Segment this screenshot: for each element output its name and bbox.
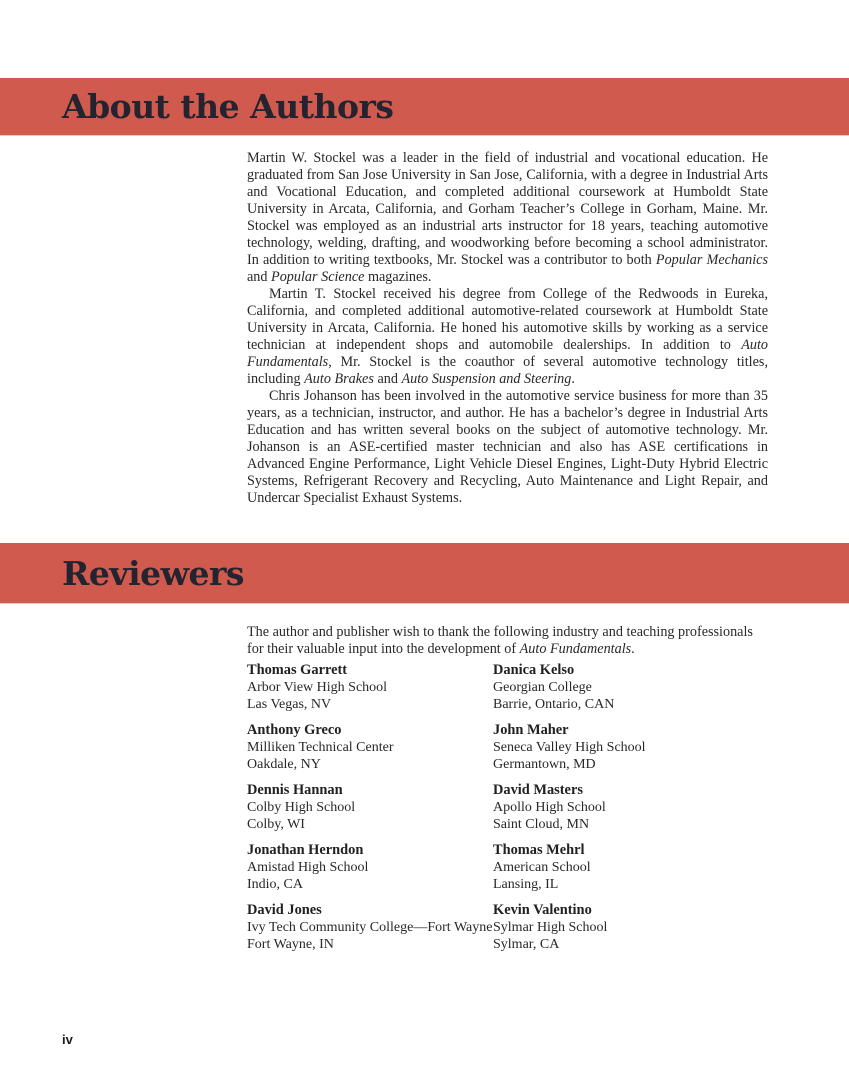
reviewer-location: Saint Cloud, MN xyxy=(493,817,590,832)
reviewer-organization: Colby High School xyxy=(247,800,356,815)
reviewer-organization: Georgian College xyxy=(493,680,592,695)
reviewers-column-right xyxy=(493,662,773,962)
text-segment: , Mr. Stockel is the coauthor of several automotive technology titles, including xyxy=(247,354,768,387)
reviewer-entry xyxy=(493,722,773,773)
author-paragraph-martin-w-stockel xyxy=(247,150,768,286)
text-segment: . xyxy=(631,641,635,657)
reviewer-location: Indio, CA xyxy=(247,877,303,892)
text-segment: Martin W. Stockel was a leader in the field of industrial and vocational education. He graduated from San Jose University in San Jose, California, with a degree in Industrial Arts and Vocational Education, and completed additional coursework at Humboldt State University in Arcata, California, and Gorham Teacher’s College in Gorham, Maine. Mr. Stockel was employed as an industrial arts instructor for 18 years, teaching automotive technology, welding, drafting, and woodworking before becoming a school administrator. In addition to writing textbooks, Mr. Stockel was a contributor to both xyxy=(247,150,768,268)
italic-text-segment: Auto Fundamentals xyxy=(247,337,768,370)
reviewer-entry xyxy=(493,842,773,893)
reviewer-organization: Milliken Technical Center xyxy=(247,740,394,755)
text-segment: . xyxy=(571,371,575,387)
text-segment: and xyxy=(247,269,272,285)
about-authors-text xyxy=(247,150,768,507)
reviewer-organization: Ivy Tech Community College—Fort Wayne xyxy=(247,920,493,935)
reviewer-entry xyxy=(247,662,493,713)
reviewer-organization: Seneca Valley High School xyxy=(493,740,646,755)
reviewer-organization: Arbor View High School xyxy=(247,680,388,695)
reviewer-name: David Masters xyxy=(493,782,583,798)
about-authors-title: About the Authors xyxy=(62,87,394,126)
reviewers-list xyxy=(247,662,773,962)
reviewer-name: Thomas Garrett xyxy=(247,662,348,678)
reviewer-name: John Maher xyxy=(493,722,569,738)
reviewer-location: Barrie, Ontario, CAN xyxy=(493,697,615,712)
reviewer-organization: American School xyxy=(493,860,591,875)
reviewers-title: Reviewers xyxy=(62,553,244,593)
reviewer-name: Danica Kelso xyxy=(493,662,575,678)
reviewer-location: Fort Wayne, IN xyxy=(247,937,334,952)
text-segment: Chris Johanson has been involved in the automotive service business for more than 35 years, as a technician, instructor, and author. He has a bachelor’s degree in Industrial Arts Education and has written several books on the subject of automotive technology. Mr. Johanson is an ASE-certified master technician and also has ASE certifications in Advanced Engine Performance, Light Vehicle Diesel Engines, Light-Duty Hybrid Electric Systems, Refrigerant Recovery and Recycling, Auto Maintenance and Light Repair, and Undercar Specialist Exhaust Systems. xyxy=(247,388,768,506)
italic-text-segment: Auto Suspension and Steering xyxy=(401,371,572,387)
reviewer-entry xyxy=(493,662,773,713)
reviewer-entry xyxy=(247,902,493,953)
reviewer-entry xyxy=(247,782,493,833)
reviewer-location: Lansing, IL xyxy=(493,877,559,892)
reviewers-column-left xyxy=(247,662,493,962)
reviewer-name: Thomas Mehrl xyxy=(493,842,585,858)
italic-text-segment: Auto Brakes xyxy=(304,371,374,387)
italic-text-segment: Popular Mechanics xyxy=(655,252,768,268)
text-segment: and xyxy=(373,371,402,387)
reviewer-name: Dennis Hannan xyxy=(247,782,343,798)
text-segment: magazines. xyxy=(364,269,432,285)
italic-text-segment: Popular Science xyxy=(271,269,365,285)
reviewer-location: Sylmar, CA xyxy=(493,937,560,952)
reviewer-name: Jonathan Herndon xyxy=(247,842,364,858)
reviewer-entry xyxy=(247,842,493,893)
reviewer-name: Kevin Valentino xyxy=(493,902,592,918)
reviewer-organization: Amistad High School xyxy=(247,860,369,875)
reviewer-organization: Sylmar High School xyxy=(493,920,608,935)
page-number: iv xyxy=(62,1032,73,1047)
text-segment: Martin T. Stockel received his degree from College of the Redwoods in Eureka, California, and completed additional automotive-related coursework at Humboldt State University in Arcata, California. He honed his automotive skills by working as a service technician at independent shops and automobile dealerships. In addition to xyxy=(247,286,768,353)
reviewer-location: Las Vegas, NV xyxy=(247,697,332,712)
author-paragraph-martin-t-stockel xyxy=(247,286,768,388)
author-paragraph-chris-johanson xyxy=(247,388,768,507)
reviewer-entry xyxy=(247,722,493,773)
reviewer-name: Anthony Greco xyxy=(247,722,342,738)
about-authors-banner xyxy=(0,78,849,135)
italic-text-segment: Auto Fundamentals xyxy=(519,641,632,657)
reviewer-entry xyxy=(493,902,773,953)
reviewers-intro xyxy=(247,624,768,658)
reviewers-banner xyxy=(0,543,849,603)
reviewer-location: Germantown, MD xyxy=(493,757,596,772)
reviewer-name: David Jones xyxy=(247,902,322,918)
reviewer-location: Oakdale, NY xyxy=(247,757,321,772)
text-segment: The author and publisher wish to thank the following industry and teaching professionals for their valuable input into the development of xyxy=(247,624,753,657)
reviewer-entry xyxy=(493,782,773,833)
reviewer-organization: Apollo High School xyxy=(493,800,606,815)
reviewer-location: Colby, WI xyxy=(247,817,305,832)
